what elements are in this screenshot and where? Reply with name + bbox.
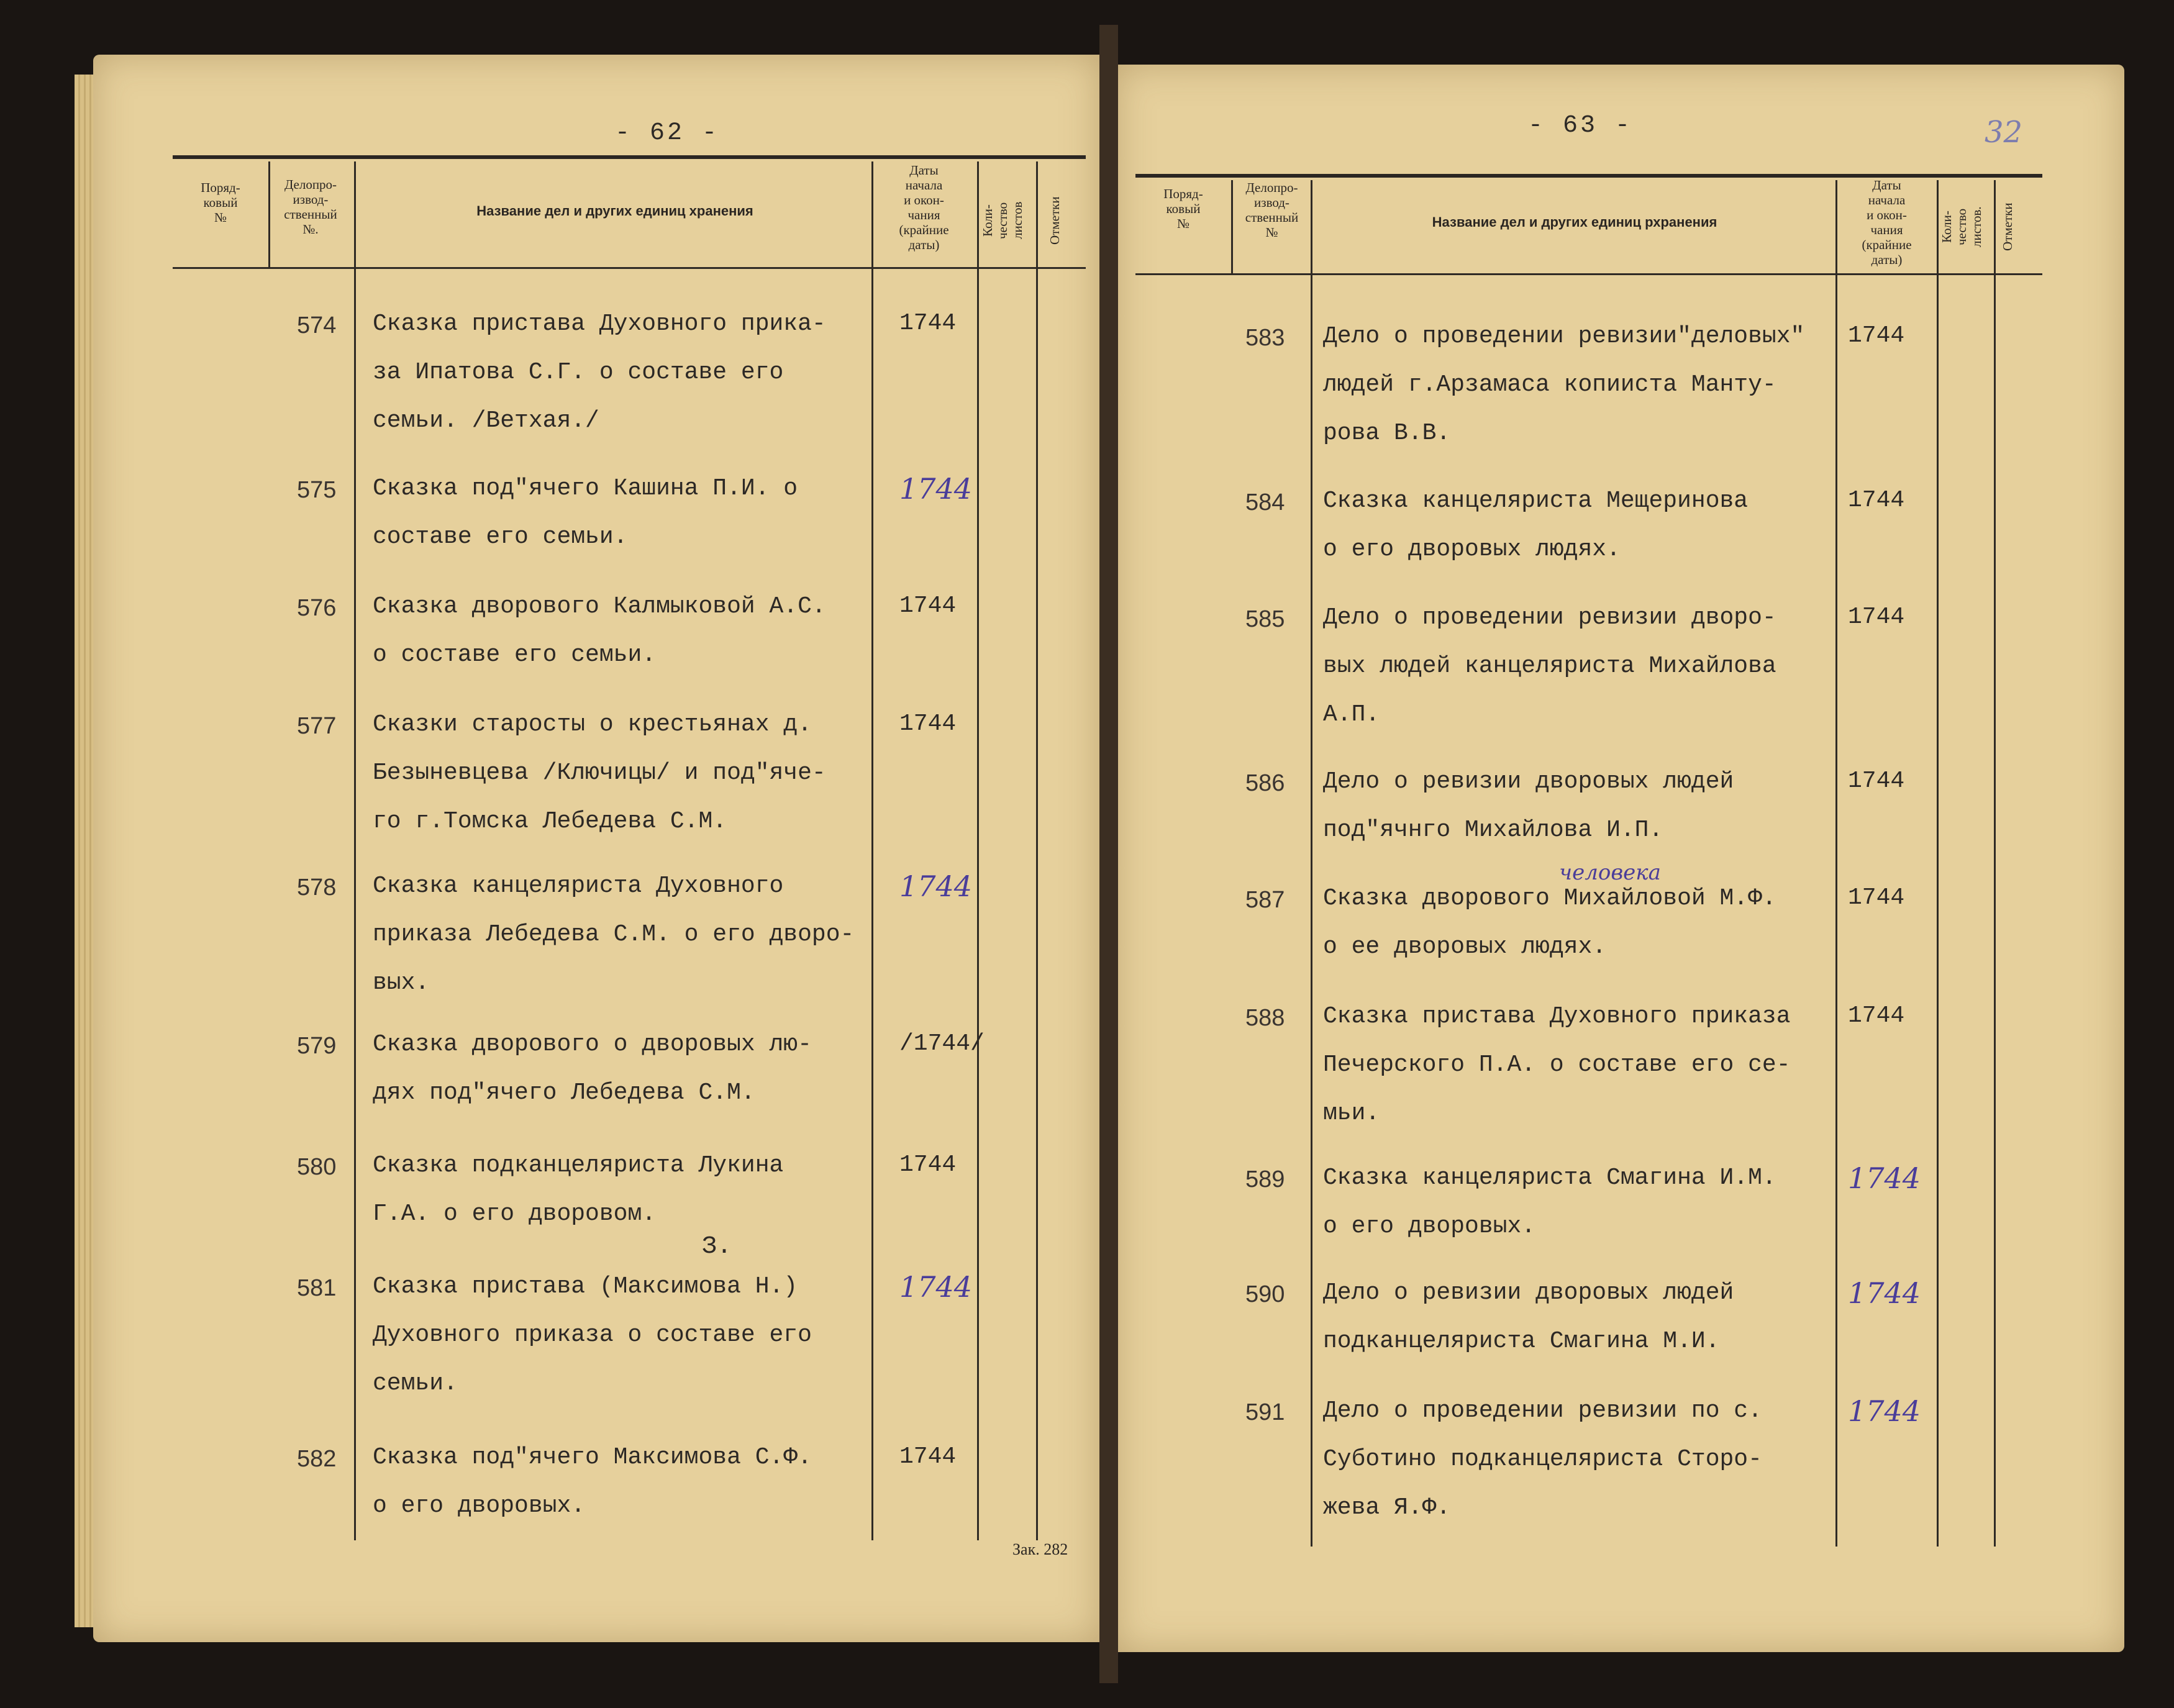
entry-title: Сказка канцеляриста Духовного приказа Лебедева С.М. о его дворо- вых. xyxy=(373,873,855,996)
left-header-office: Делопро- извод- ственный №. xyxy=(284,177,337,237)
right-col-divider xyxy=(1231,180,1233,273)
right-header-sheets: Коли- чество листов. xyxy=(1939,206,1984,247)
entry-number: 587 xyxy=(1245,887,1285,913)
entry-number: 591 xyxy=(1245,1399,1285,1425)
entry-date-handwritten: 1744 xyxy=(899,472,973,506)
entry-title: Дело о проведении ревизии"деловых" людей г.Арзамаса копииста Манту- рова В.В. xyxy=(1323,323,1805,447)
right-col-divider xyxy=(1994,180,1996,1547)
right-header-order: Поряд- ковый № xyxy=(1163,186,1203,231)
right-col-divider xyxy=(1311,180,1312,1547)
entry-title: Сказка под"ячего Максимова С.Ф. о его дворовых. xyxy=(373,1444,812,1519)
right-col-divider xyxy=(1937,180,1939,1547)
entry-date-handwritten: 1744 xyxy=(1848,1276,1921,1310)
entry-title: Дело о ревизии дворовых людей подканцеляриста Смагина М.И. xyxy=(1323,1279,1734,1355)
entry-number: 585 xyxy=(1245,606,1285,632)
entry-date: 1744 xyxy=(899,1443,957,1470)
entry-date: 1744 xyxy=(1848,1002,1905,1029)
entry-number: 586 xyxy=(1245,770,1285,796)
entry-title: Сказка дворового Калмыковой А.С. о составе его семьи. xyxy=(373,593,826,668)
entry-number: 576 xyxy=(297,595,337,621)
left-header-top-rule xyxy=(173,155,1086,159)
entry-number: 582 xyxy=(297,1446,337,1472)
entry-date: 1744 xyxy=(899,711,957,737)
entry-number: 583 xyxy=(1245,325,1285,351)
left-header-order: Поряд- ковый № xyxy=(201,180,240,225)
left-col-divider xyxy=(1036,161,1038,1540)
left-header-sheets: Коли- чество листов xyxy=(980,201,1025,240)
entry-number: 575 xyxy=(297,477,337,503)
left-col-divider xyxy=(871,161,873,1540)
entry-date: 1744 xyxy=(1848,884,1905,911)
entry-title: Сказка пристава Духовного приказа Печерского П.А. о составе его се- мьи. xyxy=(1323,1003,1791,1127)
entry-number: 581 xyxy=(297,1275,337,1301)
entry-date: 1744 xyxy=(899,593,957,619)
entry-date-handwritten: 1744 xyxy=(1848,1394,1921,1428)
entry-number: 574 xyxy=(297,312,337,338)
entry-date: 1744 xyxy=(899,310,957,337)
entry-title: Сказка дворового Михайловой М.Ф. о ее дворовых людях. xyxy=(1323,885,1776,960)
entry-number: 578 xyxy=(297,874,337,901)
left-col-divider xyxy=(354,161,356,1540)
entry-title: Сказка канцеляриста Смагина И.М. о его дворовых. xyxy=(1323,1165,1776,1240)
entry-number: 588 xyxy=(1245,1005,1285,1031)
left-header-bottom-rule xyxy=(173,267,1086,269)
entry-title: Дело о ревизии дворовых людей под"ячнго Михайлова И.П. xyxy=(1323,768,1734,843)
book-gutter xyxy=(1099,25,1118,1683)
entry-date: 1744 xyxy=(1848,604,1905,630)
entry-date: 1744 xyxy=(899,1152,957,1178)
left-header-name: Название дел и других единиц хранения xyxy=(476,203,753,219)
right-header-name: Название дел и других единиц рхранения xyxy=(1432,214,1717,230)
entry-title: Сказки старосты о крестьянах д. Безыневцева /Ключицы/ и под"яче- го г.Томска Лебедева С.М. xyxy=(373,711,826,835)
right-header-office: Делопро- извод- ственный № xyxy=(1245,180,1299,240)
entry-number: 577 xyxy=(297,713,337,739)
left-page-number: - 62 - xyxy=(615,119,720,147)
right-header-notes: Отметки xyxy=(2000,202,2015,251)
right-page-number: - 63 - xyxy=(1528,112,1633,140)
left-footer-order: Зак. 282 xyxy=(1012,1540,1068,1558)
entry-date-handwritten: 1744 xyxy=(899,1270,973,1304)
left-col-divider xyxy=(268,161,270,267)
left-header-notes: Отметки xyxy=(1047,196,1062,245)
entry-number: 590 xyxy=(1245,1281,1285,1307)
right-header-dates: Даты начала и окон- чания (крайние даты) xyxy=(1862,178,1912,267)
entry-title: Сказка подканцеляриста Лукина Г.А. о его дворовом. xyxy=(373,1152,784,1227)
entry-title: Дело о проведении ревизии по с. Суботино подканцеляриста Сторо- жева Я.Ф. xyxy=(1323,1397,1762,1521)
left-col-divider xyxy=(977,161,979,1540)
entry-number: 580 xyxy=(297,1154,337,1180)
folio-stamp: 32 xyxy=(1985,115,2023,150)
entry-date: /1744/ xyxy=(899,1030,985,1057)
entry-title: Сказка дворового о дворовых лю- дях под"ячего Лебедева С.М. xyxy=(373,1031,812,1106)
entry-date-handwritten: 1744 xyxy=(1848,1161,1921,1195)
left-header-dates: Даты начала и окон- чания (крайние даты) xyxy=(899,163,949,252)
entry-title: Сказка канцеляриста Мещеринова о его дворовых людях. xyxy=(1323,488,1749,563)
entry-date: 1744 xyxy=(1848,768,1905,794)
entry-title: Дело о проведении ревизии дворо- вых людей канцеляриста Михайлова А.П. xyxy=(1323,604,1776,728)
annotation-587: человека xyxy=(1559,860,1661,885)
annotation-581: З. xyxy=(702,1233,732,1261)
entry-title: Сказка под"ячего Кашина П.И. о составе его семьи. xyxy=(373,475,798,550)
right-header-bottom-rule xyxy=(1135,273,2042,275)
right-col-divider xyxy=(1835,180,1837,1547)
entry-date: 1744 xyxy=(1848,487,1905,514)
entry-title: Сказка пристава (Максимова Н.) Духовного приказа о составе его семьи. xyxy=(373,1273,812,1397)
entry-date-handwritten: 1744 xyxy=(899,870,973,903)
entry-title: Сказка пристава Духовного прика- за Ипатова С.Г. о составе его семьи. /Ветхая./ xyxy=(373,311,826,434)
entry-date: 1744 xyxy=(1848,322,1905,349)
entry-number: 589 xyxy=(1245,1166,1285,1192)
entry-number: 584 xyxy=(1245,489,1285,516)
entry-number: 579 xyxy=(297,1033,337,1059)
